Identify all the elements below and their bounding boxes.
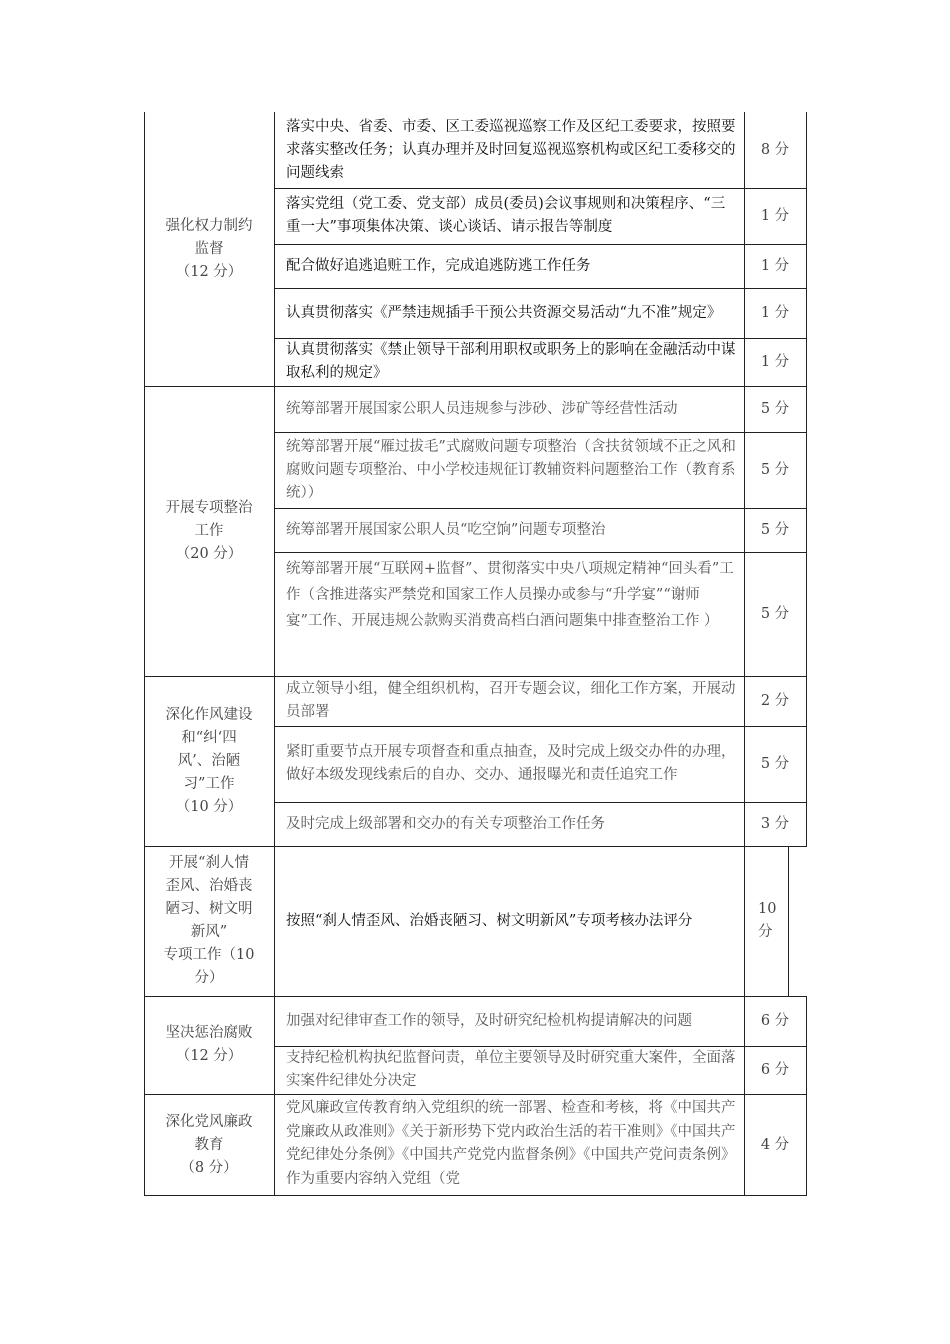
category-label: 深化作风建设 和“纠‘四 风’、治陋 习”工作 （10 分） — [165, 706, 253, 815]
score-cell: 2 分 — [760, 692, 790, 709]
category-cell — [144, 846, 274, 996]
score-cell: 6 分 — [760, 1061, 790, 1078]
category-label: 坚决惩治腐败 （12 分） — [165, 1025, 253, 1064]
item-cell: 及时完成上级部署和交办的有关专项整治工作任务 — [286, 815, 605, 832]
item-cell: 按照“刹人情歪风、治婚丧陋习、树文明新风”专项考核办法评分 — [286, 912, 693, 929]
item-cell: 统筹部署开展国家公职人员违规参与涉砂、涉矿等经营性活动 — [286, 400, 678, 417]
category-label: 开展专项整治 工作 （20 分） — [165, 499, 253, 562]
score-cell: 1 分 — [760, 304, 790, 321]
score-cell: 1 分 — [760, 257, 790, 274]
item-cell: 认真贯彻落实《严禁违规插手干预公共资源交易活动“九不准”规定》 — [286, 304, 722, 321]
score-cell: 6 分 — [760, 1012, 790, 1029]
category-cell — [144, 112, 274, 386]
item-cell: 紧盯重要节点开展专项督查和重点抽查，及时完成上级交办件的办理，做好本级发现线索后的自办、交办、通报曝光和责任追究工作 — [286, 744, 736, 783]
score-cell: 5 分 — [760, 400, 790, 417]
score-cell: 5 分 — [760, 755, 790, 772]
category-cell — [144, 996, 274, 1094]
item-cell: 加强对纪律审查工作的领导，及时研究纪检机构提请解决的问题 — [286, 1012, 692, 1029]
item-cell: 党风廉政宣传教育纳入党组织的统一部署、检查和考核，将《中国共产党廉政从政准则》《关于新形势下党内政治生活的若干准则》《中国共产党纪律处分条例》《中国共产党党内监督条例》《中国共产党问责条例》作为重要内容纳入党组（党 — [286, 1100, 736, 1187]
score-cell: 5 分 — [760, 461, 790, 478]
score-cell: 4 分 — [760, 1136, 790, 1153]
item-cell: 统筹部署开展“雁过拔毛”式腐败问题专项整治（含扶贫领域不正之风和腐败问题专项整治、中小学校违规征订教辅资料问题整治工作（教育系统）） — [286, 438, 736, 501]
item-cell: 成立领导小组，健全组织机构，召开专题会议，细化工作方案，开展动员部署 — [286, 681, 736, 720]
score-cell: 1 分 — [760, 207, 790, 224]
score-cell: 10 分 — [758, 901, 777, 940]
category-label: 强化权力制约 监督 （12 分） — [165, 217, 253, 280]
item-cell: 配合做好追逃追赃工作，完成追逃防逃工作任务 — [286, 257, 591, 274]
score-cell: 8 分 — [760, 141, 790, 158]
item-cell: 落实中央、省委、市委、区工委巡视巡察工作及区纪工委要求，按照要求落实整改任务；认真办理并及时回复巡视巡察机构或区纪工委移交的问题线索 — [286, 118, 736, 181]
category-cell — [144, 1094, 274, 1196]
score-cell: 5 分 — [760, 521, 790, 538]
item-cell: 落实党组（党工委、党支部）成员(委员)会议事规则和决策程序、“三重一大”事项集体决策、谈心谈话、请示报告等制度 — [286, 196, 726, 235]
category-label: 深化党风廉政 教育 （8 分） — [165, 1113, 253, 1176]
item-cell: 统筹部署开展“互联网+监督”、贯彻落实中央八项规定精神“回头看”工作（含推进落实严禁党和国家工作人员操办或参与“升学宴”“谢师宴”工作、开展违规公款购买消费高档白酒问题集中排查整治工作 ） — [286, 561, 734, 629]
category-cell — [144, 676, 274, 846]
category-label: 开展“刹人情 歪风、治婚丧 陋习、树文明 新风” 专项工作（10 分） — [163, 855, 255, 986]
score-cell: 3 分 — [760, 815, 790, 832]
category-cell — [144, 386, 274, 676]
item-cell: 统筹部署开展国家公职人员“吃空饷”问题专项整治 — [286, 521, 606, 538]
score-cell: 5 分 — [760, 605, 790, 622]
score-cell: 1 分 — [760, 353, 790, 370]
item-cell: 认真贯彻落实《禁止领导干部利用职权或职务上的影响在金融活动中谋取私利的规定》 — [286, 342, 736, 381]
item-cell: 支持纪检机构执纪监督问责，单位主要领导及时研究重大案件，全面落实案件纪律处分决定 — [286, 1050, 736, 1089]
